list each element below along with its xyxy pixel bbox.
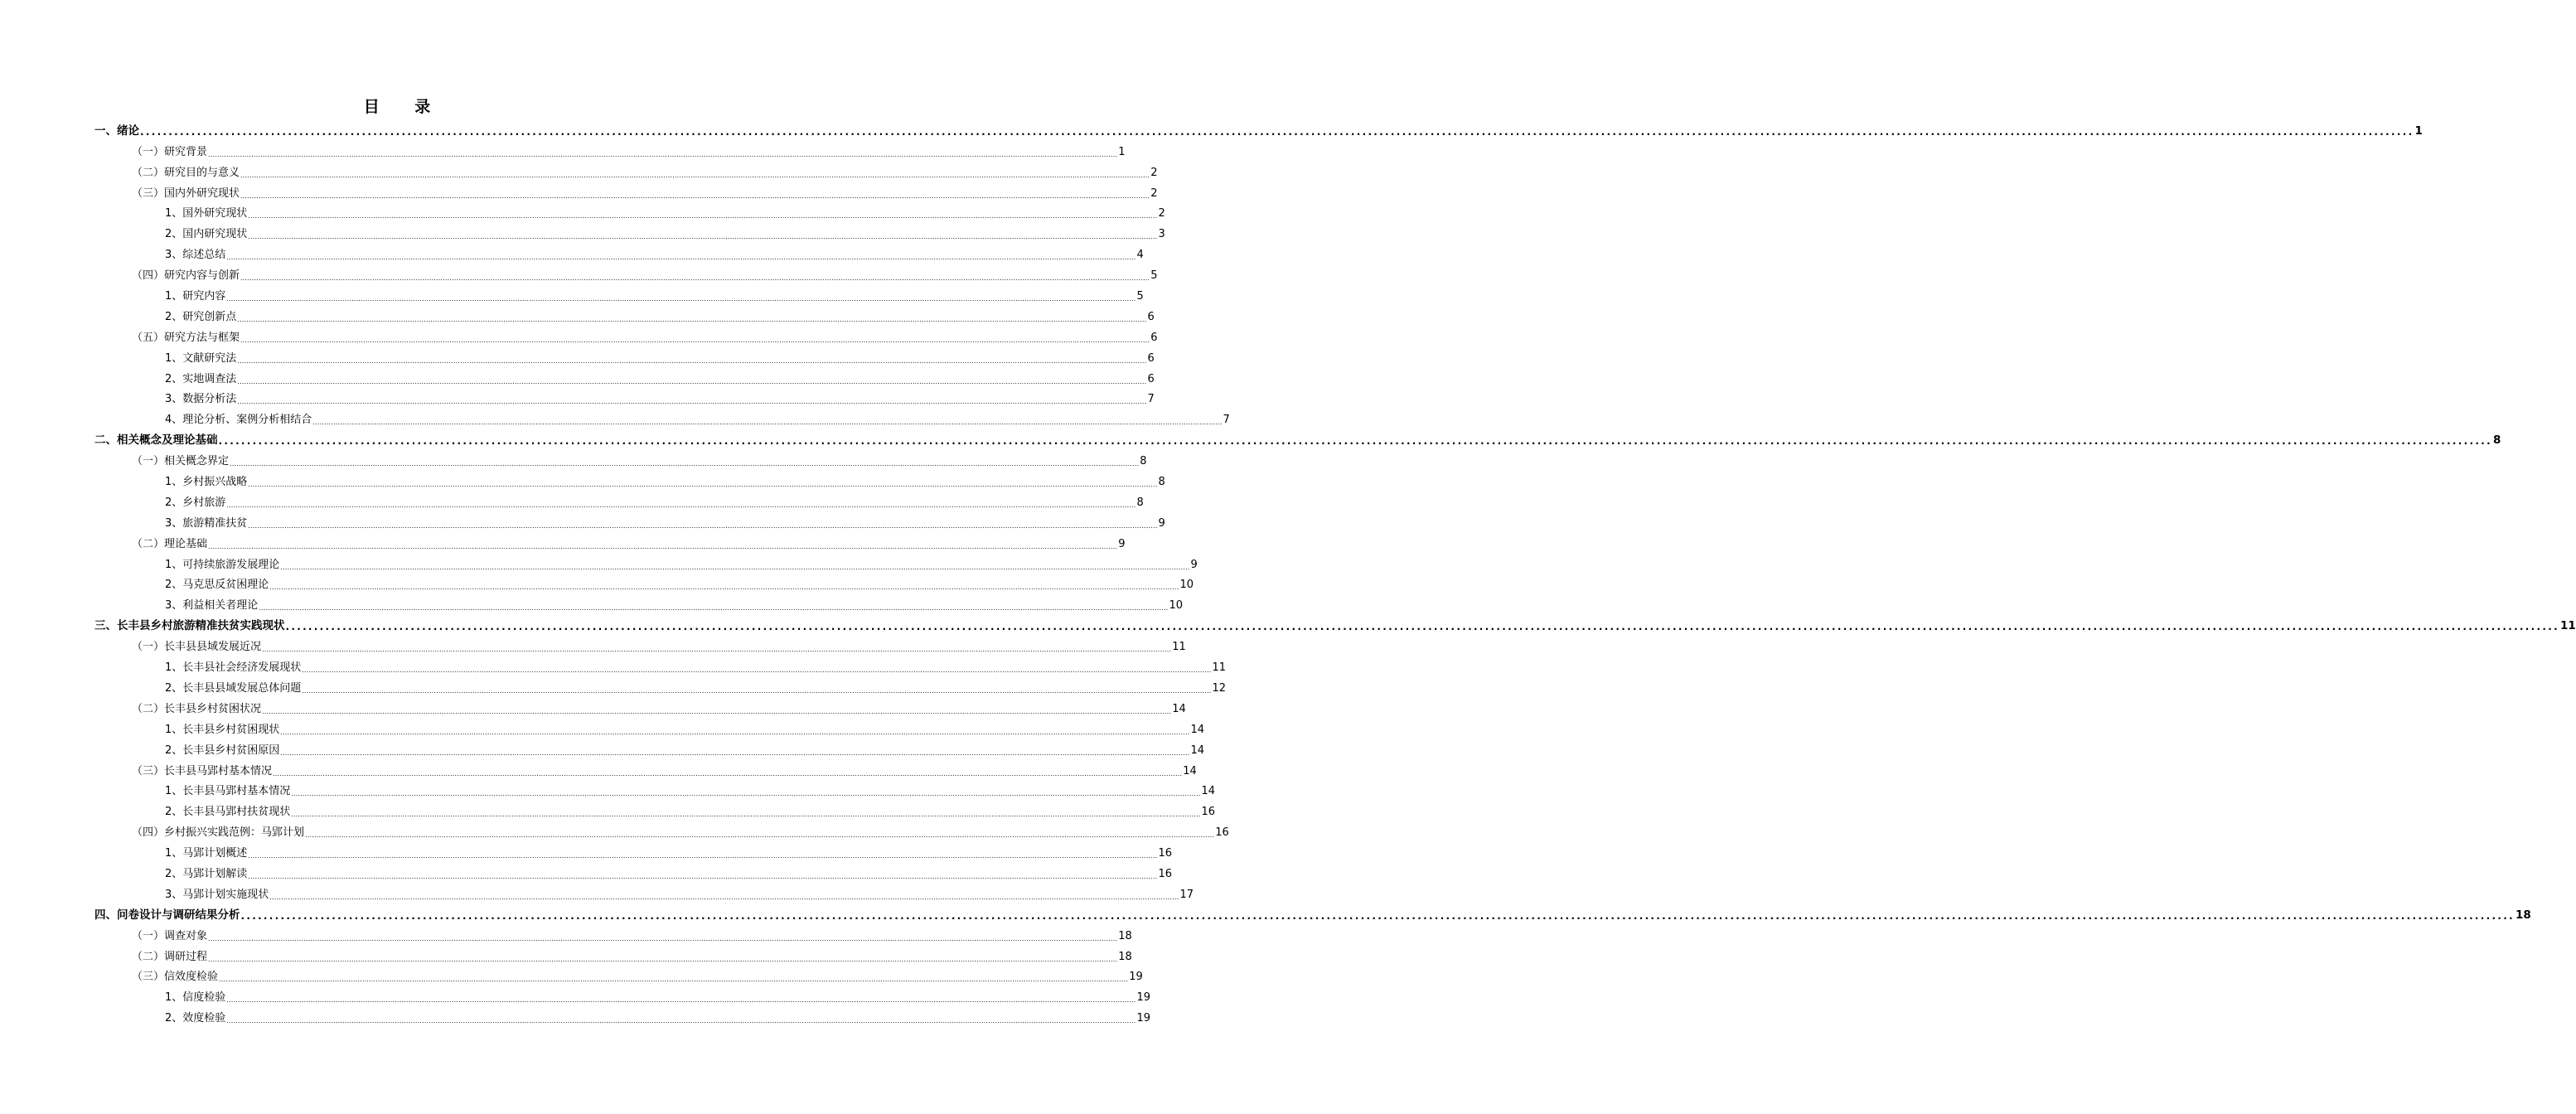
toc-dot-leader: ................................................................................................................................................................................................................................................................................................................................................................................................................ [312, 419, 1223, 427]
toc-entry-label: （四）研究内容与创新 [132, 269, 240, 283]
toc-entry-page-number: 17 [1179, 888, 1194, 901]
toc-entry[interactable] [94, 839, 1173, 860]
toc-entry[interactable] [94, 467, 1165, 489]
toc-entry[interactable] [94, 200, 1165, 220]
toc-entry[interactable] [94, 385, 1155, 406]
toc-entry[interactable] [94, 220, 1165, 241]
toc-entry-page-number: 6 [1150, 331, 1158, 344]
toc-entry-page-number: 9 [1190, 558, 1198, 571]
toc-entry-page-number: 8 [1136, 496, 1144, 509]
toc-entry-page-number: 6 [1147, 372, 1155, 385]
toc-dot-leader: ................................................................................................................................................................................................................................................................................................................................................................................................................ [248, 233, 1158, 241]
toc-entry[interactable] [94, 344, 1155, 365]
toc-entry-label: 2、长丰县马郢村扶贫现状 [165, 806, 291, 819]
toc-entry-page-number: 16 [1215, 826, 1229, 840]
toc-entry-label: 二、相关概念及理论基础 [94, 433, 218, 448]
toc-dot-leader: ................................................................................................................................................................................................................................................................................................................................................................................................................ [240, 171, 1150, 179]
toc-entry-page-number: 8 [1158, 476, 1165, 489]
toc-entry[interactable] [94, 117, 2423, 138]
toc-entry-label: 四、问卷设计与调研结果分析 [94, 908, 240, 922]
toc-entry-label: 1、乡村振兴战略 [165, 476, 248, 489]
toc-entry[interactable] [94, 447, 1147, 468]
toc-entry-label: （二）长丰县乡村贫困状况 [132, 702, 262, 715]
toc-dot-leader: ................................................................................................................................................................................................................................................................................................................................................................................................................ [280, 563, 1190, 571]
toc-dot-leader: ................................................................................................................................................................................................................................................................................................................................................................................................................ [291, 811, 1201, 819]
toc-dot-leader: ................................................................................................................................................................................................................................................................................................................................................................................................................ [240, 336, 1150, 344]
toc-entry-label: 2、效度检验 [165, 1012, 226, 1025]
toc-entry-label: 2、马郢计划解读 [165, 867, 248, 880]
toc-entry-label: （一）研究背景 [132, 145, 208, 158]
toc-entry-label: （五）研究方法与框架 [132, 331, 240, 344]
toc-entry[interactable] [94, 922, 1132, 942]
toc-entry-page-number: 5 [1150, 269, 1158, 283]
toc-dot-leader: ................................................................................................................................................................................................................................................................................................................................................................................................................ [226, 1017, 1136, 1025]
toc-entry[interactable] [94, 880, 1194, 901]
toc-entry-label: 1、马郢计划概述 [165, 847, 248, 860]
toc-entry-label: 2、实地调查法 [165, 372, 237, 385]
toc-entry-page-number: 6 [1147, 310, 1155, 323]
toc-entry[interactable] [94, 674, 1227, 695]
toc-entry-page-number: 19 [1136, 1012, 1151, 1025]
toc-entry[interactable] [94, 757, 1197, 777]
toc-entry-label: 2、乡村旅游 [165, 496, 226, 509]
toc-entry[interactable] [94, 715, 1205, 736]
toc-dot-leader: ................................................................................................................................................................................................................................................................................................................................................................................................................ [273, 769, 1183, 777]
toc-entry-page-number: 14 [1201, 785, 1216, 798]
toc-entry-page-number: 19 [1136, 991, 1151, 1005]
toc-dot-leader: ................................................................................................................................................................................................................................................................................................................................................................................................................ [248, 521, 1158, 530]
toc-entry[interactable] [94, 963, 1143, 984]
toc-entry-label: 1、可持续旅游发展理论 [165, 558, 280, 571]
toc-dot-leader: ................................................................................................................................................................................................................................................................................................................................................................................................................ [248, 852, 1158, 860]
toc-entry[interactable] [94, 901, 2531, 922]
toc-entry-page-number: 9 [1158, 516, 1165, 530]
toc-entry-page-number: 3 [1158, 228, 1165, 241]
toc-entry[interactable] [94, 860, 1173, 880]
toc-dot-leader: ................................................................................................................................................................................................................................................................................................................................................................................................................ [208, 955, 1118, 963]
toc-entry-page-number: 14 [1190, 743, 1205, 757]
toc-entry[interactable] [94, 736, 1205, 757]
toc-dot-leader: ................................................................................................................................................................................................................................................................................................................................................................................................................ [240, 274, 1150, 283]
toc-entry-page-number: 4 [1136, 249, 1144, 262]
toc-entry[interactable] [94, 323, 1158, 344]
toc-entry-label: 2、马克思反贫困理论 [165, 579, 269, 592]
toc-entry-page-number: 2 [1150, 166, 1158, 179]
toc-dot-leader: ................................................................................................................................................................................................................................................................................................................................................................................................................ [262, 707, 1172, 715]
toc-entry-label: 1、信度检验 [165, 991, 226, 1005]
toc-entry-label: （一）相关概念界定 [132, 455, 230, 468]
toc-entry-label: 2、长丰县县域发展总体问题 [165, 681, 302, 695]
toc-entry-page-number: 1 [1118, 145, 1126, 158]
toc-dot-leader: ................................................................................................................................................................................................................................................................................................................................................................................................................ [302, 666, 1212, 675]
toc-dot-leader: ................................................................................................................................................................................................................................................................................................................................................................................................................ [237, 315, 1147, 323]
toc-dot-leader: ................................................................................................................................................................................................................................................................................................................................................................................................................ [218, 435, 2492, 448]
toc-entry[interactable] [94, 612, 2576, 633]
toc-entry[interactable] [94, 282, 1144, 303]
toc-entry-page-number: 19 [1129, 971, 1143, 984]
toc-entry-label: （四）乡村振兴实践范例：马郢计划 [132, 826, 305, 840]
toc-entry[interactable] [94, 303, 1155, 323]
toc-entry-label: （三）长丰县马郢村基本情况 [132, 764, 273, 777]
toc-title: 目 录 [363, 98, 446, 116]
toc-entry-label: （二）研究目的与意义 [132, 166, 240, 179]
toc-entry[interactable] [94, 488, 1144, 509]
toc-dot-leader: ................................................................................................................................................................................................................................................................................................................................................................................................................ [302, 686, 1212, 695]
toc-dot-leader: ................................................................................................................................................................................................................................................................................................................................................................................................................ [291, 790, 1201, 798]
toc-dot-leader: ................................................................................................................................................................................................................................................................................................................................................................................................................ [248, 481, 1158, 489]
toc-entry[interactable] [94, 138, 1126, 158]
toc-entry-page-number: 16 [1158, 847, 1173, 860]
toc-dot-leader: ................................................................................................................................................................................................................................................................................................................................................................................................................ [208, 150, 1118, 158]
toc-dot-leader: ................................................................................................................................................................................................................................................................................................................................................................................................................ [230, 460, 1140, 468]
toc-entry-label: （二）调研过程 [132, 950, 208, 963]
toc-entry-label: 1、国外研究现状 [165, 207, 248, 220]
toc-entry-page-number: 1 [2414, 124, 2423, 138]
toc-entry-label: 2、长丰县乡村贫困原因 [165, 743, 280, 757]
toc-entry-label: 3、数据分析法 [165, 393, 237, 406]
toc-dot-leader: ................................................................................................................................................................................................................................................................................................................................................................................................................ [226, 996, 1136, 1005]
toc-dot-leader: ................................................................................................................................................................................................................................................................................................................................................................................................................ [208, 542, 1118, 550]
toc-entry-label: （一）长丰县县域发展近况 [132, 641, 262, 654]
toc-entry-page-number: 8 [1140, 455, 1147, 468]
toc-entry-page-number: 18 [1118, 929, 1132, 942]
toc-dot-leader: ................................................................................................................................................................................................................................................................................................................................................................................................................ [269, 893, 1179, 901]
toc-entry-label: （一）调查对象 [132, 929, 208, 942]
toc-entry-label: 1、文献研究法 [165, 351, 237, 365]
toc-entry-label: 3、综述总结 [165, 249, 226, 262]
toc-entry-page-number: 18 [2515, 908, 2531, 922]
toc-dot-leader: ................................................................................................................................................................................................................................................................................................................................................................................................................ [259, 604, 1169, 613]
toc-dot-leader: ................................................................................................................................................................................................................................................................................................................................................................................................................ [280, 728, 1190, 736]
toc-entry-label: （三）国内外研究现状 [132, 186, 240, 200]
toc-entry[interactable] [94, 240, 1144, 262]
toc-entry-page-number: 8 [2492, 433, 2501, 448]
toc-entry-page-number: 2 [1158, 207, 1165, 220]
toc-entry-page-number: 12 [1212, 681, 1227, 695]
toc-entry-label: 1、长丰县马郢村基本情况 [165, 785, 291, 798]
toc-entry[interactable] [94, 550, 1198, 571]
toc-entry-label: 3、马郢计划实施现状 [165, 888, 269, 901]
toc-entry-page-number: 10 [1179, 579, 1194, 592]
toc-entry[interactable] [94, 942, 1132, 963]
toc-entry-page-number: 11 [2559, 619, 2576, 633]
toc-entry[interactable] [94, 777, 1216, 798]
toc-entry[interactable] [94, 695, 1186, 715]
toc-entry-page-number: 2 [1150, 186, 1158, 200]
toc-entry-page-number: 7 [1223, 414, 1230, 427]
toc-entry-page-number: 11 [1212, 661, 1227, 675]
toc-entry-label: 3、利益相关者理论 [165, 599, 259, 613]
toc-entry-page-number: 10 [1169, 599, 1184, 613]
toc-dot-leader: ................................................................................................................................................................................................................................................................................................................................................................................................................ [285, 621, 2559, 633]
toc-entry-page-number: 16 [1158, 867, 1173, 880]
toc-dot-leader: ................................................................................................................................................................................................................................................................................................................................................................................................................ [262, 646, 1172, 654]
toc-dot-leader: ................................................................................................................................................................................................................................................................................................................................................................................................................ [240, 191, 1150, 200]
toc-entry-label: 2、国内研究现状 [165, 228, 248, 241]
toc-entry-page-number: 7 [1147, 393, 1155, 406]
toc-dot-leader: ................................................................................................................................................................................................................................................................................................................................................................................................................ [226, 254, 1136, 262]
toc-entry-label: （三）信效度检验 [132, 971, 219, 984]
toc-dot-leader: ................................................................................................................................................................................................................................................................................................................................................................................................................ [269, 584, 1179, 592]
toc-entry-page-number: 14 [1172, 702, 1186, 715]
toc-entry-page-number: 5 [1136, 290, 1144, 303]
toc-entry[interactable] [94, 983, 1151, 1005]
toc-entry-label: 1、长丰县社会经济发展现状 [165, 661, 302, 675]
toc-dot-leader: ................................................................................................................................................................................................................................................................................................................................................................................................................ [226, 501, 1136, 509]
toc-entry-page-number: 16 [1201, 806, 1216, 819]
toc-entry-label: 4、理论分析、案例分析相结合 [165, 414, 312, 427]
toc-dot-leader: ................................................................................................................................................................................................................................................................................................................................................................................................................ [305, 831, 1215, 840]
toc-entry-label: （二）理论基础 [132, 537, 208, 550]
toc-entry[interactable] [94, 591, 1184, 613]
toc-entry-page-number: 14 [1183, 764, 1197, 777]
toc-entry[interactable] [94, 1004, 1151, 1025]
toc-entry[interactable] [94, 530, 1126, 550]
toc-entry-label: 3、旅游精准扶贫 [165, 516, 248, 530]
toc-entry-page-number: 9 [1118, 537, 1126, 550]
toc-entry[interactable] [94, 797, 1216, 819]
toc-entry[interactable] [94, 365, 1155, 385]
toc-entry-label: 三、长丰县乡村旅游精准扶贫实践现状 [94, 619, 285, 633]
toc-dot-leader: ................................................................................................................................................................................................................................................................................................................................................................................................................ [248, 872, 1158, 880]
toc-entry-page-number: 18 [1118, 950, 1132, 963]
table-of-contents [94, 117, 2576, 1025]
toc-entry-page-number: 14 [1190, 723, 1205, 736]
toc-entry-page-number: 11 [1172, 641, 1186, 654]
toc-entry[interactable] [94, 653, 1227, 675]
toc-entry[interactable] [94, 818, 1229, 840]
toc-dot-leader: ................................................................................................................................................................................................................................................................................................................................................................................................................ [280, 748, 1190, 757]
toc-entry[interactable] [94, 509, 1165, 530]
toc-entry[interactable] [94, 632, 1186, 654]
toc-entry-label: 一、绪论 [94, 124, 139, 138]
toc-dot-leader: ................................................................................................................................................................................................................................................................................................................................................................................................................ [226, 295, 1136, 303]
toc-entry[interactable] [94, 261, 1158, 283]
toc-dot-leader: ................................................................................................................................................................................................................................................................................................................................................................................................................ [237, 356, 1147, 365]
toc-entry[interactable] [94, 179, 1158, 200]
toc-dot-leader: ................................................................................................................................................................................................................................................................................................................................................................................................................ [140, 125, 2414, 138]
toc-entry[interactable] [94, 405, 1230, 427]
toc-dot-leader: ................................................................................................................................................................................................................................................................................................................................................................................................................ [237, 398, 1147, 406]
toc-entry-label: 1、研究内容 [165, 290, 226, 303]
toc-dot-leader: ................................................................................................................................................................................................................................................................................................................................................................................................................ [219, 976, 1129, 984]
toc-entry[interactable] [94, 571, 1194, 592]
toc-dot-leader: ................................................................................................................................................................................................................................................................................................................................................................................................................ [208, 934, 1118, 942]
toc-dot-leader: ................................................................................................................................................................................................................................................................................................................................................................................................................ [248, 212, 1158, 220]
toc-dot-leader: ................................................................................................................................................................................................................................................................................................................................................................................................................ [240, 909, 2515, 922]
toc-entry-label: 1、长丰县乡村贫困现状 [165, 723, 280, 736]
toc-entry[interactable] [94, 426, 2501, 448]
toc-entry-label: 2、研究创新点 [165, 310, 237, 323]
toc-entry[interactable] [94, 158, 1158, 179]
toc-dot-leader: ................................................................................................................................................................................................................................................................................................................................................................................................................ [237, 377, 1147, 385]
toc-entry-page-number: 6 [1147, 351, 1155, 365]
